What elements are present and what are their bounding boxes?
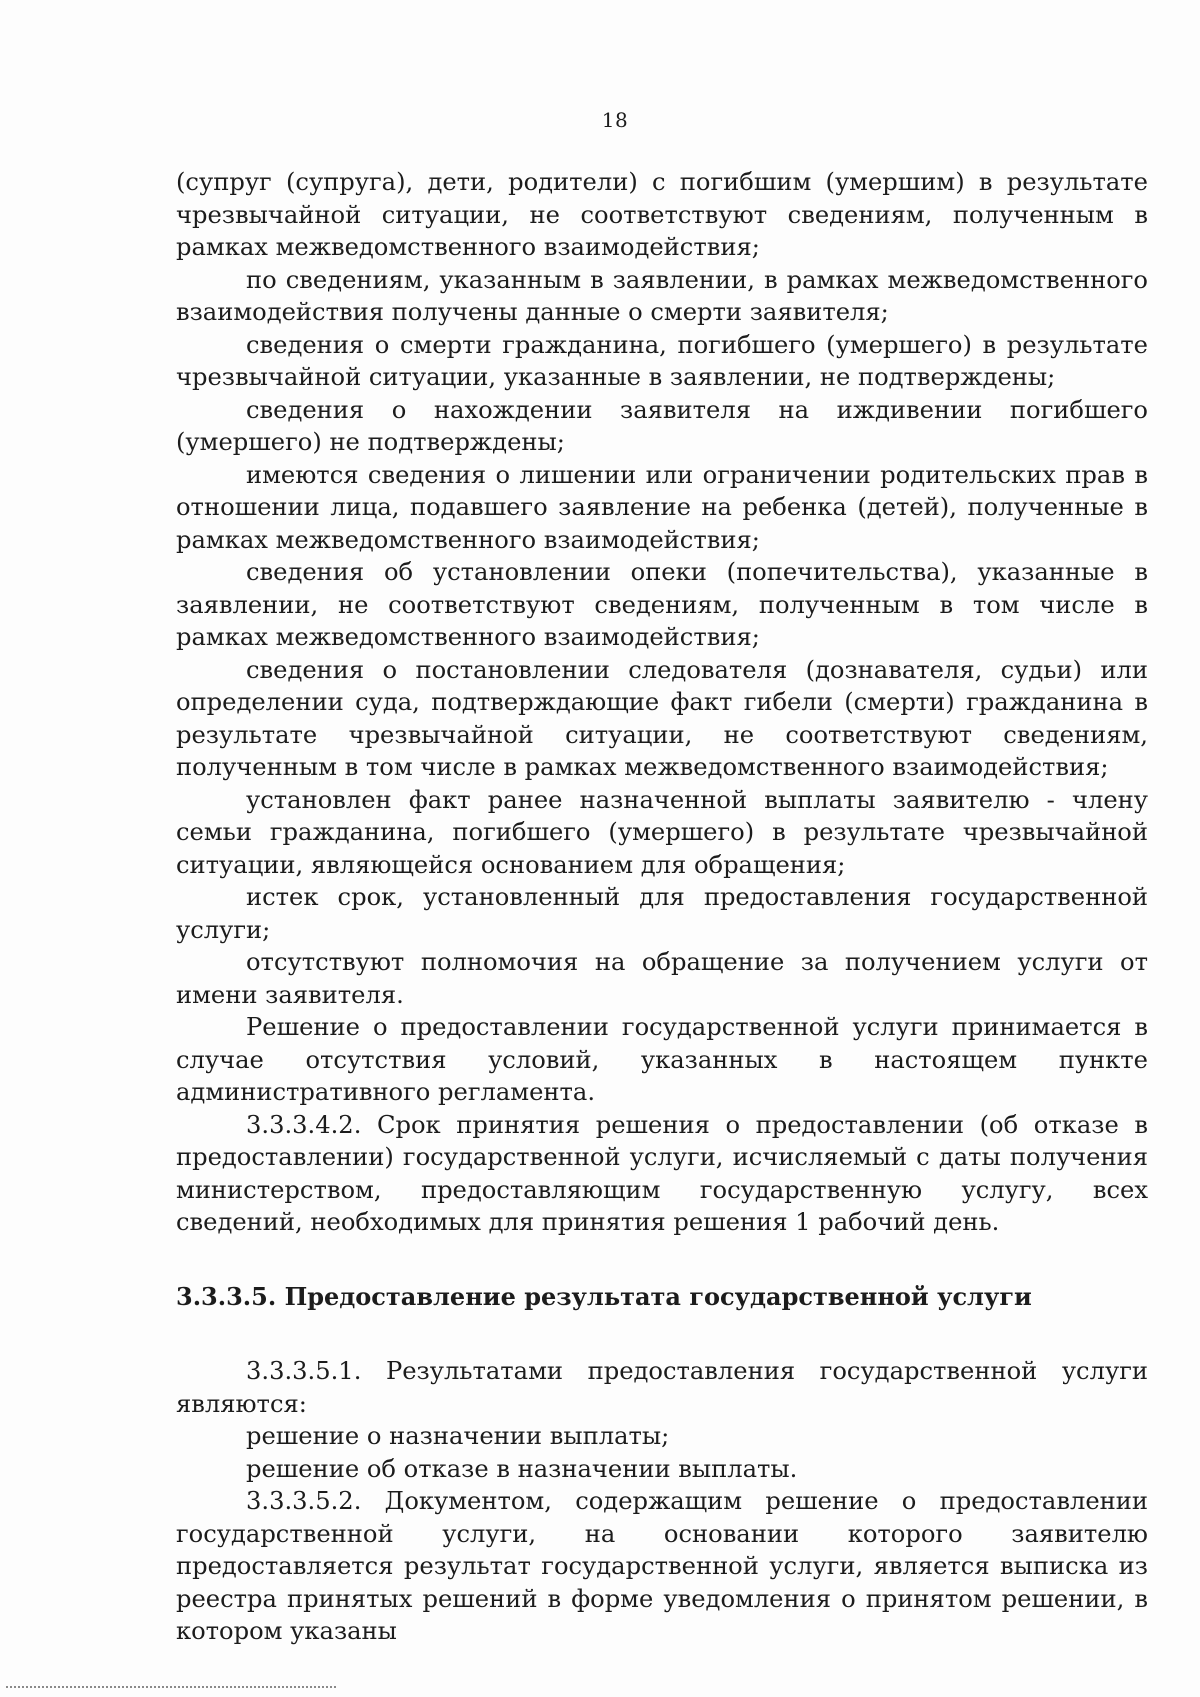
- paragraph-death-not-confirmed: сведения о смерти гражданина, погибшего (умершего) в результате чрезвычайной ситуации, указанные в заявлении, не подтверждены;: [176, 330, 1148, 391]
- section-heading: 3.3.3.5. Предоставление результата государственной услуги: [176, 1281, 1032, 1311]
- paragraph-parental-rights: имеются сведения о лишении или ограничении родительских прав в отношении лица, подавшего заявление на ребенка (детей), полученные в рамках межведомственного взаимодействия;: [176, 460, 1148, 554]
- paragraph-results: 3.3.3.5.1. Результатами предоставления государственной услуги являются:: [176, 1357, 1148, 1418]
- paragraph-continuation: (супруг (супруга), дети, родители) с погибшим (умершим) в результате чрезвычайной ситуации, не соответствуют сведениям, полученным в рамках межведомственного взаимодействия;: [176, 168, 1148, 261]
- paragraph-result-approval: решение о назначении выплаты;: [246, 1422, 670, 1450]
- paragraph-investigator-decision: сведения о постановлении следователя (дознавателя, судьи) или определении суда, подтверждающие факт гибели (смерти) гражданина в результате чрезвычайной ситуации, не соответствуют сведениям, полученным в том числе в рамках межведомственного взаимодействия;: [176, 655, 1148, 781]
- paragraph-decision-rule: Решение о предоставлении государственной услуги принимается в случае отсутствия условий, указанных в настоящем пункте административного регламента.: [176, 1013, 1148, 1106]
- paragraph-previous-payment: установлен факт ранее назначенной выплаты заявителю - члену семьи гражданина, погибшего (умершего) в результате чрезвычайной ситуации, являющейся основанием для обращения;: [176, 785, 1148, 879]
- paragraph-no-authority: отсутствуют полномочия на обращение за получением услуги от имени заявителя.: [176, 948, 1148, 1009]
- paragraph-deadline-expired: истек срок, установленный для предоставления государственной услуги;: [176, 883, 1148, 944]
- paragraph-decision-term: 3.3.3.4.2. Срок принятия решения о предоставлении (об отказе в предоставлении) государственной услуги, исчисляемый с даты получения министерством, предоставляющим государственную услугу, всех сведений, необходимых для принятия решения 1 рабочий день.: [176, 1110, 1148, 1236]
- paragraph-result-document: 3.3.3.5.2. Документом, содержащим решение о предоставлении государственной услуги, на основании которого заявителю предоставляется результат государственной услуги, является выписка из реестра принятых решений в форме уведомления о принятом решении, в котором указаны: [176, 1487, 1148, 1645]
- scan-edge-line: [6, 1686, 336, 1689]
- paragraph-result-refusal: решение об отказе в назначении выплаты.: [246, 1454, 798, 1483]
- page-number: 18: [601, 108, 629, 132]
- paragraph-dependency-not-confirmed: сведения о нахождении заявителя на иждивении погибшего (умершего) не подтверждены;: [176, 395, 1148, 456]
- document-body: [176, 166, 1148, 1648]
- paragraph-guardianship: сведения об установлении опеки (попечительства), указанные в заявлении, не соответствуют сведениям, полученным в том числе в рамках межведомственного взаимодействия;: [176, 558, 1148, 651]
- paragraph-death-data: по сведениям, указанным в заявлении, в рамках межведомственного взаимодействия получены данные о смерти заявителя;: [176, 265, 1148, 326]
